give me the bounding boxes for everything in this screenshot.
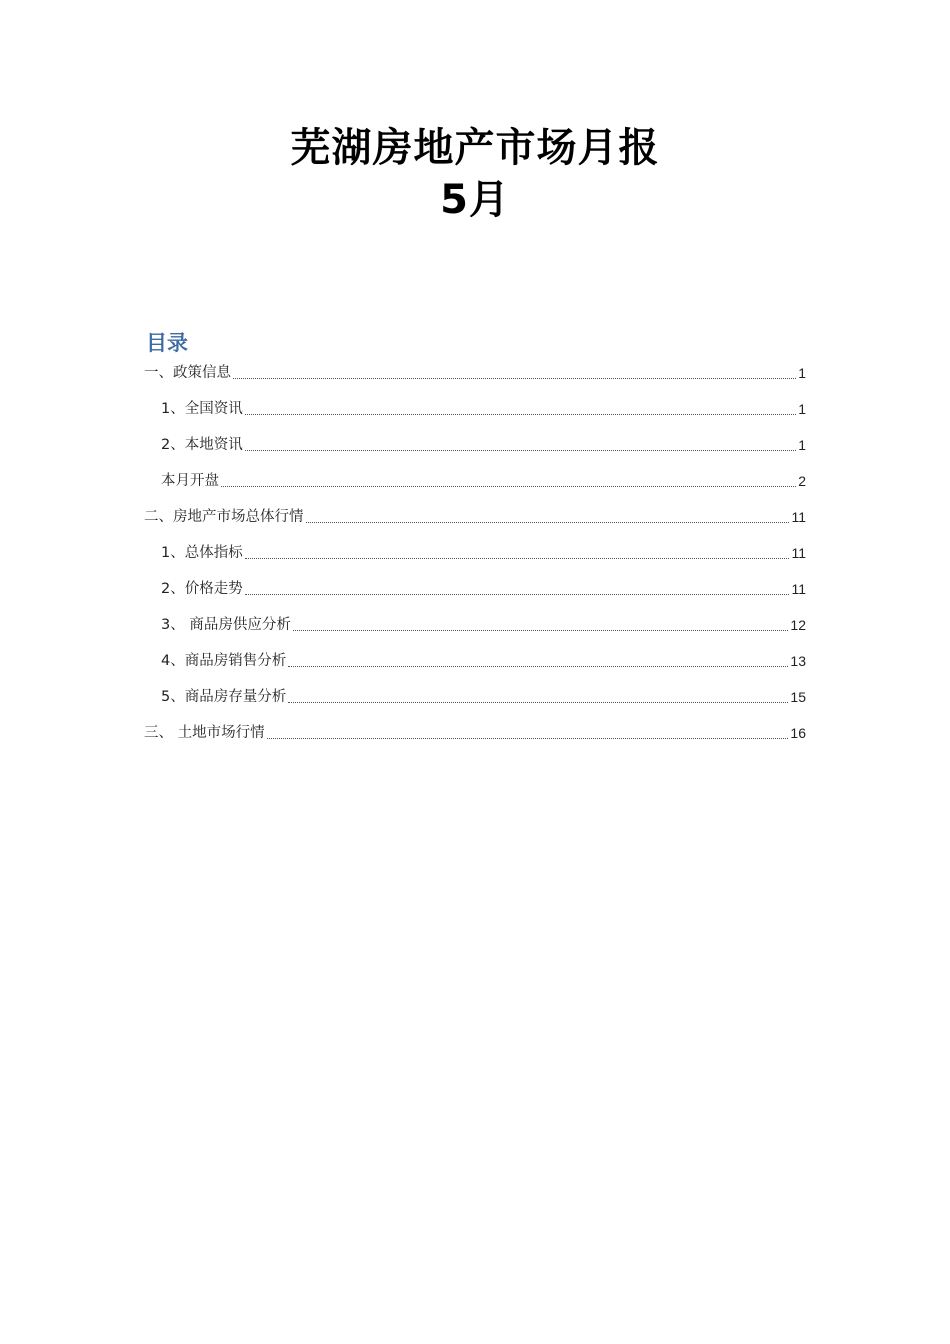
- toc-entry-local-news[interactable]: [144, 420, 806, 456]
- toc-entry-national-news[interactable]: [144, 384, 806, 420]
- toc-entry-monthly-openings[interactable]: [144, 456, 806, 492]
- toc-leader-dots: [221, 485, 796, 487]
- toc-entry-inventory-analysis[interactable]: [144, 672, 806, 708]
- toc-entry-text: 1、总体指标: [161, 545, 243, 561]
- toc-entry-policy-info[interactable]: [144, 360, 806, 384]
- toc-entry-text: 4、商品房销售分析: [161, 653, 287, 669]
- toc-entry-page: 1: [798, 401, 806, 417]
- toc-leader-dots: [293, 629, 789, 631]
- toc-leader-dots: [306, 521, 790, 523]
- toc-entry-page: 11: [791, 581, 806, 597]
- toc-entry-supply-analysis[interactable]: [144, 600, 806, 636]
- toc-leader-dots: [267, 737, 789, 739]
- toc-entry-land-market[interactable]: [144, 708, 806, 744]
- toc-entry-text: 2、价格走势: [161, 581, 243, 597]
- toc-entry-text: 二、房地产市场总体行情: [144, 509, 304, 525]
- toc-entry-text: 1、全国资讯: [161, 401, 243, 417]
- toc-leader-dots: [233, 377, 796, 379]
- toc-entry-sales-analysis[interactable]: [144, 636, 806, 672]
- toc-leader-dots: [288, 665, 788, 667]
- toc-entry-price-trend[interactable]: [144, 564, 806, 600]
- report-title: [0, 122, 950, 226]
- toc-entry-page: 11: [791, 545, 806, 561]
- toc-entry-text: 一、政策信息: [144, 365, 231, 381]
- toc-entry-page: 1: [798, 365, 806, 381]
- report-title-line-2: 5月: [440, 177, 510, 223]
- toc-entry-text: 2、本地资讯: [161, 437, 243, 453]
- toc-entry-page: 11: [791, 509, 806, 525]
- toc-leader-dots: [245, 413, 796, 415]
- report-title-line-1: 芜湖房地产市场月报: [290, 125, 660, 171]
- toc-entry-page: 15: [790, 689, 806, 705]
- toc-leader-dots: [245, 557, 790, 559]
- toc-entry-page: 16: [790, 725, 806, 741]
- toc-entry-page: 2: [798, 473, 806, 489]
- toc-entry-text: 5、商品房存量分析: [161, 689, 287, 705]
- toc-entry-overall-indicators[interactable]: [144, 528, 806, 564]
- toc-entry-text: 3、 商品房供应分析: [161, 617, 291, 633]
- toc-leader-dots: [245, 449, 796, 451]
- toc-entry-text: 三、 土地市场行情: [144, 725, 265, 741]
- toc-entry-market-overview[interactable]: [144, 492, 806, 528]
- toc-leader-dots: [288, 701, 788, 703]
- toc-entry-page: 12: [790, 617, 806, 633]
- toc-leader-dots: [245, 593, 790, 595]
- toc-entry-page: 13: [790, 653, 806, 669]
- toc-entry-text: 本月开盘: [161, 473, 219, 489]
- toc-entry-page: 1: [798, 437, 806, 453]
- table-of-contents: [144, 360, 806, 744]
- toc-heading: 目录: [146, 331, 188, 355]
